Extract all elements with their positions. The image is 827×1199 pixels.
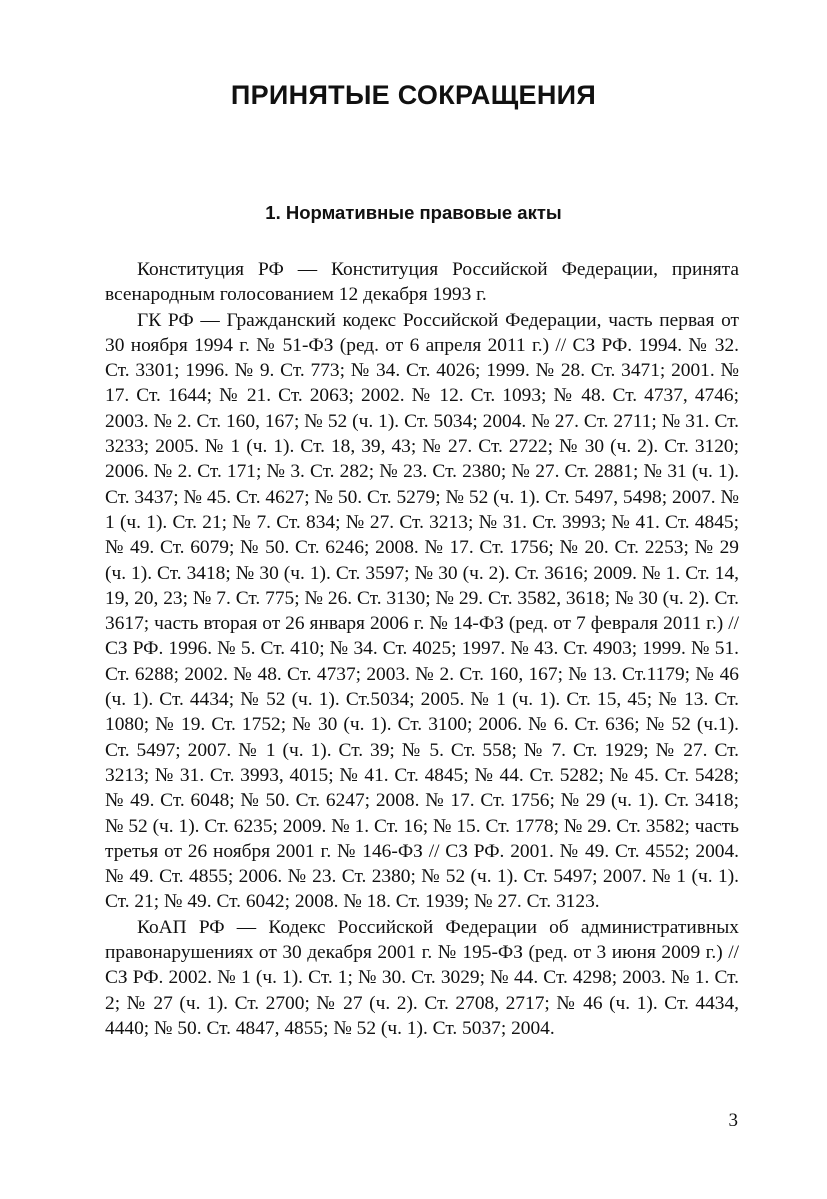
page-number: 3 (728, 1110, 738, 1131)
paragraph-civil-code: ГК РФ — Гражданский кодекс Российской Федерации, часть первая от 30 ноября 1994 г. № 51-ФЗ (ред. от 6 апреля 2011 г.) // СЗ РФ. 1994. № 32. Ст. 3301; 1996. № 9. Ст. 773; № 34. Ст. 4026; 1999. № 28. Ст. 3471; 2001. № 17. Ст. 1644; № 21. Ст. 2063; 2002. № 12. Ст. 1093; № 48. Ст. 4737, 4746; 2003. № 2. Ст. 160, 167; № 52 (ч. 1). Ст. 5034; 2004. № 27. Ст. 2711; № 31. Ст. 3233; 2005. № 1 (ч. 1). Ст. 18, 39, 43; № 27. Ст. 2722; № 30 (ч. 2). Ст. 3120; 2006. № 2. Ст. 171; № 3. Ст. 282; № 23. Ст. 2380; № 27. Ст. 2881; № 31 (ч. 1). Ст. 3437; № 45. Ст. 4627; № 50. Ст. 5279; № 52 (ч. 1). Ст. 5497, 5498; 2007. № 1 (ч. 1). Ст. 21; № 7. Ст. 834; № 27. Ст. 3213; № 31. Ст. 3993; № 41. Ст. 4845; № 49. Ст. 6079; № 50. Ст. 6246; 2008. № 17. Ст. 1756; № 20. Ст. 2253; № 29 (ч. 1). Ст. 3418; № 30 (ч. 1). Ст. 3597; № 30 (ч. 2). Ст. 3616; 2009. № 1. Ст. 14, 19, 20, 23; № 7. Ст. 775; № 26. Ст. 3130; № 29. Ст. 3582, 3618; № 30 (ч. 2). Ст. 3617; часть вторая от 26 января 2006 г. № 14-ФЗ (ред. от 7 февраля 2011 г.) // СЗ РФ. 1996. № 5. Ст. 410; № 34. Ст. 4025; 1997. № 43. Ст. 4903; 1999. № 51. Ст. 6288; 2002. № 48. Ст. 4737; 2003. № 2. Ст. 160, 167; № 13. Ст.1179; № 46 (ч. 1). Ст. 4434; № 52 (ч. 1). Ст.5034; 2005. № 1 (ч. 1). Ст. 15, 45; № 13. Ст. 1080; № 19. Ст. 1752; № 30 (ч. 1). Ст. 3100; 2006. № 6. Ст. 636; № 52 (ч.1). Ст. 5497; 2007. № 1 (ч. 1). Ст. 39; № 5. Ст. 558; № 7. Ст. 1929; № 27. Ст. 3213; № 31. Ст. 3993, 4015; № 41. Ст. 4845; № 44. Ст. 5282; № 45. Ст. 5428; № 49. Ст. 6048; № 50. Ст. 6247; 2008. № 17. Ст. 1756; № 29 (ч. 1). Ст. 3418; № 52 (ч. 1). Ст. 6235; 2009. № 1. Ст. 16; № 15. Ст. 1778; № 29. Ст. 3582; часть третья от 26 ноября 2001 г. № 146-ФЗ // СЗ РФ. 2001. № 49. Ст. 4552; 2004. № 49. Ст. 4855; 2006. № 23. Ст. 2380; № 52 (ч. 1). Ст. 5497; 2007. № 1 (ч. 1). Ст. 21; № 49. Ст. 6042; 2008. № 18. Ст. 1939; № 27. Ст. 3123. (105, 309, 739, 913)
body-text (105, 257, 739, 1041)
page-title: ПРИНЯТЫЕ СОКРАЩЕНИЯ (230, 80, 597, 110)
paragraph-administrative-code: КоАП РФ — Кодекс Российской Федерации об административных правонарушениях от 30 декабря 2001 г. № 195-ФЗ (ред. от 3 июня 2009 г.) // СЗ РФ. 2002. № 1 (ч. 1). Ст. 1; № 30. Ст. 3029; № 44. Ст. 4298; 2003. № 1. Ст. 2; № 27 (ч. 1). Ст. 2700; № 27 (ч. 2). Ст. 2708, 2717; № 46 (ч. 1). Ст. 4434, 4440; № 50. Ст. 4847, 4855; № 52 (ч. 1). Ст. 5037; 2004. (105, 916, 739, 1039)
section-heading: 1. Нормативные правовые акты (265, 202, 562, 223)
paragraph-constitution: Конституция РФ — Конституция Российской Федерации, принята всенародным голосованием 12 декабря 1993 г. (105, 259, 739, 306)
